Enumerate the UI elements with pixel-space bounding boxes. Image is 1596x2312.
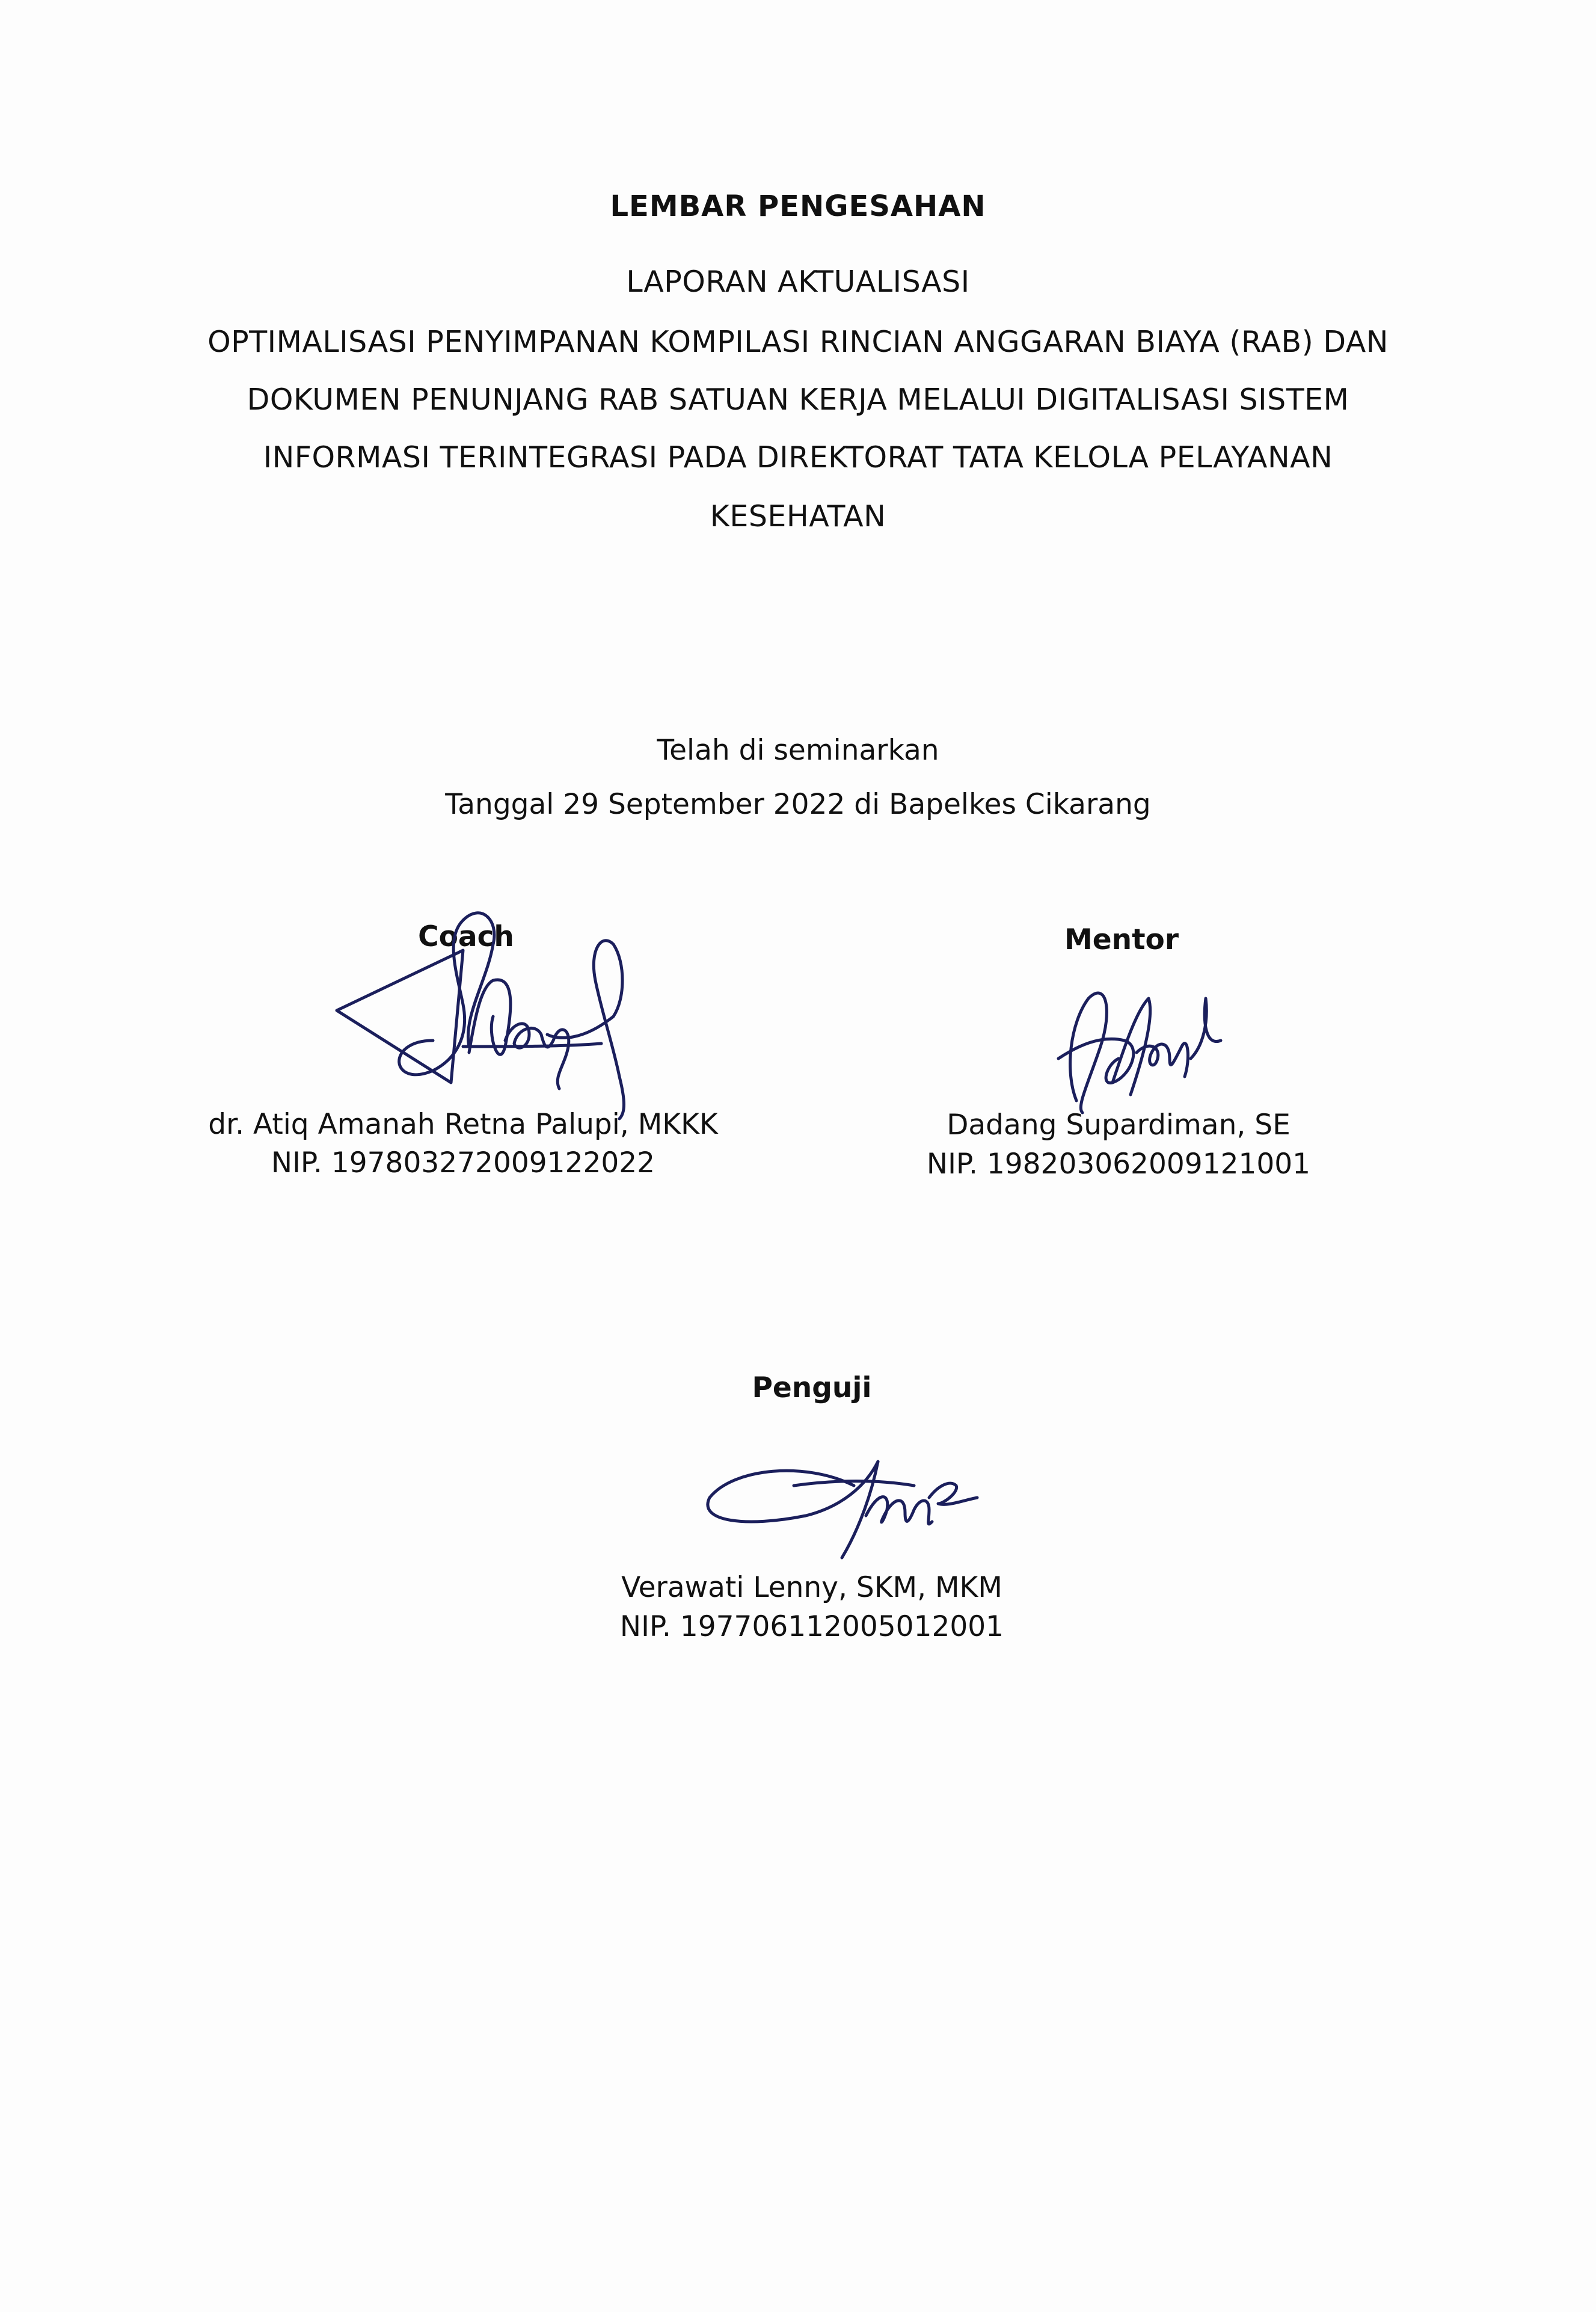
penguji-signature [698,1437,986,1570]
seminar-statement: Telah di seminarkan [657,734,939,767]
mentor-nip: NIP. 198203062009121001 [926,1148,1311,1181]
page-heading: LEMBAR PENGESAHAN [610,189,986,223]
report-title-line-1: OPTIMALISASI PENYIMPANAN KOMPILASI RINCIAN ANGGARAN BIAYA (RAB) DAN [207,325,1389,359]
report-type: LAPORAN AKTUALISASI [626,265,970,299]
mentor-role-label: Mentor [1064,923,1179,956]
penguji-nip: NIP. 197706112005012001 [619,1610,1004,1643]
report-title-line-3: INFORMASI TERINTEGRASI PADA DIREKTORAT TATA KELOLA PELAYANAN [263,440,1333,475]
coach-signature [313,896,649,1125]
penguji-role-label: Penguji [752,1371,872,1404]
coach-nip: NIP. 197803272009122022 [271,1146,655,1179]
coach-name: dr. Atiq Amanah Retna Palupi, MKKK [208,1108,718,1141]
seminar-date-location: Tanggal 29 September 2022 di Bapelkes Cikarang [445,788,1151,821]
report-title-line-2: DOKUMEN PENUNJANG RAB SATUAN KERJA MELALUI DIGITALISASI SISTEM [247,383,1349,417]
mentor-name: Dadang Supardiman, SE [947,1108,1291,1142]
coach-role-label: Coach [418,920,514,953]
report-title-line-4: KESEHATAN [710,499,886,533]
penguji-name: Verawati Lenny, SKM, MKM [621,1571,1002,1604]
mentor-signature [1040,974,1233,1119]
